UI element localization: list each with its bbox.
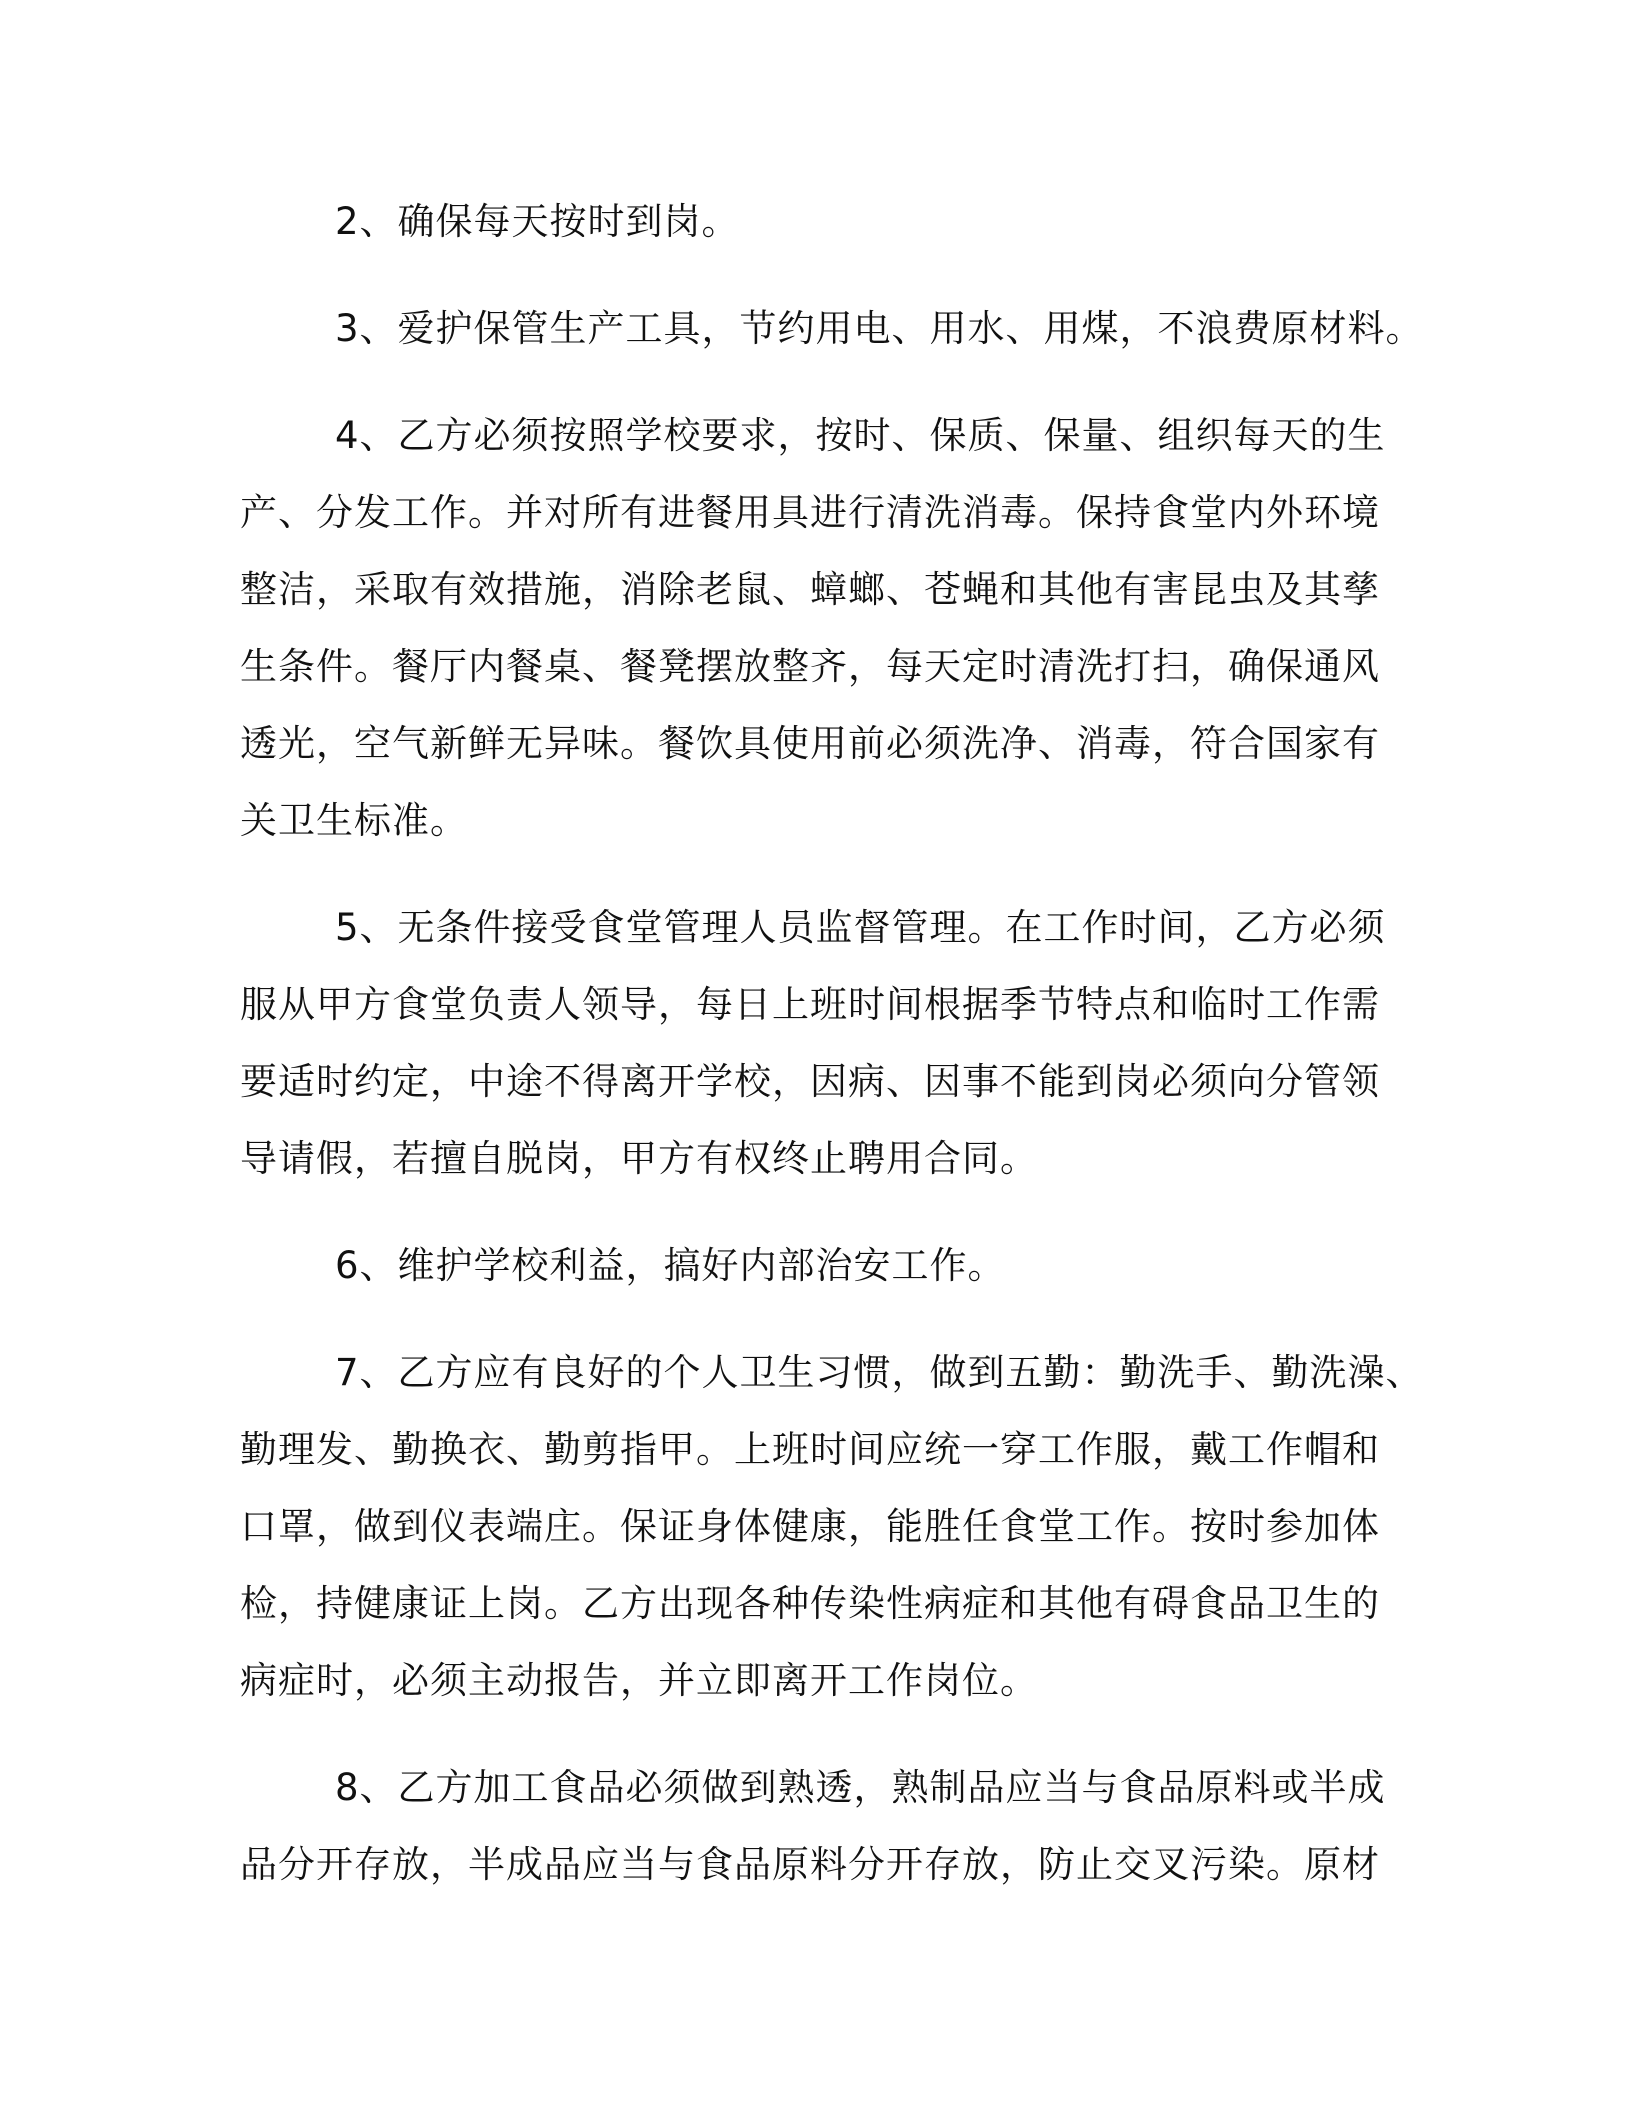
paragraph-item-2: [240, 183, 1400, 260]
paragraph-line: 病症时，必须主动报告，并立即离开工作岗位。: [240, 1659, 1038, 1702]
paragraph-line: 7、乙方应有良好的个人卫生习惯，做到五勤：勤洗手、勤洗澡、: [335, 1351, 1424, 1394]
paragraph-line: 勤理发、勤换衣、勤剪指甲。上班时间应统一穿工作服，戴工作帽和: [240, 1428, 1380, 1471]
paragraph-line: 3、爱护保管生产工具，节约用电、用水、用煤，不浪费原材料。: [335, 307, 1424, 350]
paragraph-line: 5、无条件接受食堂管理人员监督管理。在工作时间，乙方必须: [335, 906, 1386, 949]
paragraph-line: 生条件。餐厅内餐桌、餐凳摆放整齐，每天定时清洗打扫，确保通风: [240, 645, 1380, 688]
paragraph-line: 关卫生标准。: [240, 799, 468, 842]
paragraph-line: 要适时约定，中途不得离开学校，因病、因事不能到岗必须向分管领: [240, 1060, 1380, 1103]
paragraph-line: 导请假，若擅自脱岗，甲方有权终止聘用合同。: [240, 1137, 1038, 1180]
paragraph-item-6: [240, 1227, 1400, 1304]
paragraph-item-7: [240, 1334, 1424, 1719]
paragraph-line: 2、确保每天按时到岗。: [335, 200, 740, 243]
paragraph-line: 检，持健康证上岗。乙方出现各种传染性病症和其他有碍食品卫生的: [240, 1582, 1380, 1625]
document-body: [240, 183, 1424, 1933]
paragraph-line: 产、分发工作。并对所有进餐用具进行清洗消毒。保持食堂内外环境: [240, 491, 1380, 534]
paragraph-line: 6、维护学校利益，搞好内部治安工作。: [335, 1244, 1006, 1287]
paragraph-item-3: [240, 290, 1424, 367]
paragraph-line: 透光，空气新鲜无异味。餐饮具使用前必须洗净、消毒，符合国家有: [240, 722, 1380, 765]
paragraph-item-4: [240, 397, 1400, 859]
paragraph-item-8: [240, 1749, 1400, 1903]
paragraph-line: 8、乙方加工食品必须做到熟透，熟制品应当与食品原料或半成: [335, 1766, 1386, 1809]
paragraph-item-5: [240, 889, 1400, 1197]
paragraph-line: 服从甲方食堂负责人领导，每日上班时间根据季节特点和临时工作需: [240, 983, 1380, 1026]
paragraph-line: 口罩，做到仪表端庄。保证身体健康，能胜任食堂工作。按时参加体: [240, 1505, 1380, 1548]
paragraph-line: 4、乙方必须按照学校要求，按时、保质、保量、组织每天的生: [335, 414, 1386, 457]
paragraph-line: 品分开存放，半成品应当与食品原料分开存放，防止交叉污染。原材: [240, 1843, 1380, 1886]
paragraph-line: 整洁，采取有效措施，消除老鼠、蟑螂、苍蝇和其他有害昆虫及其孳: [240, 568, 1380, 611]
